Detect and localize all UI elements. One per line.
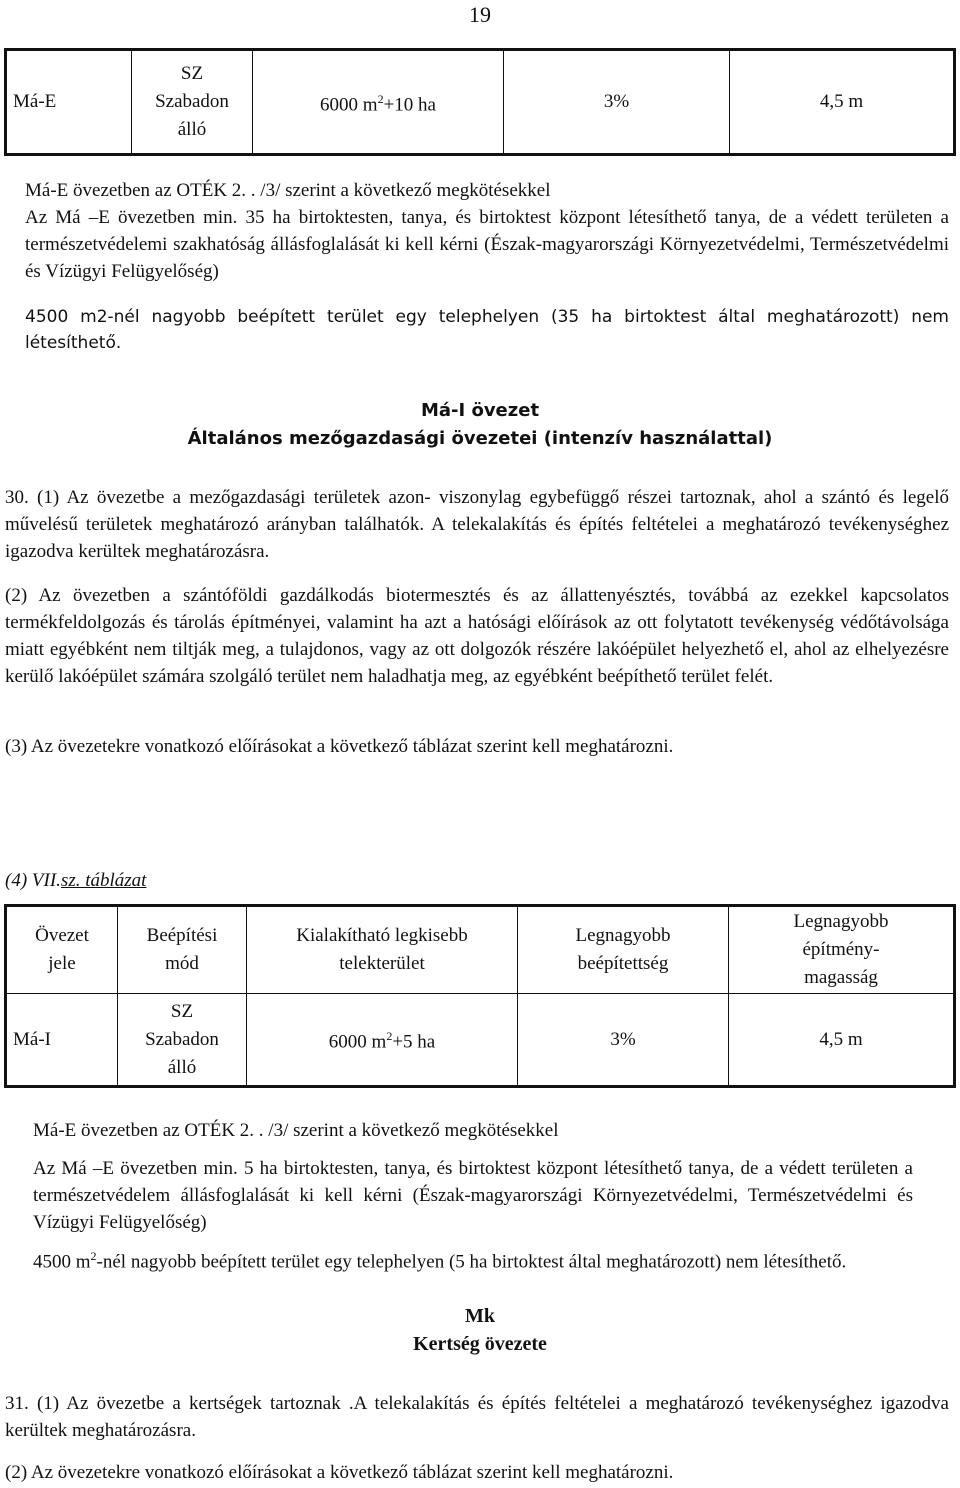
header-area xyxy=(247,906,518,994)
header-mode-line: Beépítési xyxy=(146,925,218,946)
table-caption-number: (4) VII. xyxy=(5,870,61,891)
row-height xyxy=(729,994,955,1087)
row-mode-line: álló xyxy=(167,1056,197,1078)
header-height xyxy=(729,906,955,994)
ma-e2-paragraph-1: Az Má –E övezetben min. 5 ha birtoktesten, tanya, és birtoktest központ létesíthető tanya, de a védett területen a természetvédelem állásfoglalását ki kell kérni (Észak-magyarországi Környezetvédelmi, Természetvédelmi és Vízügyi Felügyelőség) xyxy=(33,1158,913,1233)
ma-i-title: Má-I övezet xyxy=(420,400,540,421)
otek-line-2: Má-E övezetben az OTÉK 2. . /3/ szerint a következő megkötésekkel xyxy=(33,1120,559,1141)
row-zone-value: Má-I xyxy=(13,1028,51,1050)
mk-subtitle: Kertség övezete xyxy=(413,1333,547,1355)
ma-e2-p2-sup: 2 xyxy=(90,1249,97,1263)
row-area-value: 6000 m xyxy=(328,1031,387,1053)
header-area-line: Kialakítható legkisebb xyxy=(296,925,468,946)
otek-line: Má-E övezetben az OTÉK 2. . /3/ szerint a következő megkötésekkel xyxy=(25,180,551,201)
header-area-line: telekterület xyxy=(339,953,425,974)
ma-e2-p2-rest: -nél nagyobb beépített terület egy telephelyen (5 ha birtoktest által meghatározott) nem létesíthető. xyxy=(96,1251,847,1273)
header-zone-line: Övezet xyxy=(35,925,89,946)
ma-e2-p2-start: 4500 m xyxy=(33,1251,91,1273)
zone-table-ma-i xyxy=(4,904,956,1088)
header-zone xyxy=(6,906,118,994)
header-height-line: Legnagyobb xyxy=(793,911,889,932)
ma-i-subtitle: Általános mezőgazdasági övezetei (intenzív használattal) xyxy=(187,428,773,449)
header-height-line: magasság xyxy=(804,967,878,988)
row-coverage xyxy=(518,994,729,1087)
ma-e-block-2 xyxy=(33,1117,913,1275)
ma-e-block-1 xyxy=(25,177,949,285)
ma-e-paragraph-2: 4500 m2-nél nagyobb beépített terület egy telephelyen (35 ha birtoktest által meghatározott) nem létesíthető. xyxy=(25,307,949,353)
row-mode xyxy=(118,994,247,1087)
section-30-paragraph-2: (2) Az övezetben a szántóföldi gazdálkodás biotermesztés és az állattenyésztés, továbbá az ezekkel kapcsolatos termékfeldolgozás és tárolás építményei, valamint ha azt a hatósági előírások az ott folytatott tevékenység védőtávolsága miatt egyébként nem tiltják meg, a tulajdonos, vagy az ott dolgozók részére lakóépület helyezhető el, ahol az elhelyezésre kerülő lakóépület számára szolgáló terület nem haladhatja meg, az egyébként beépíthető terület felét. xyxy=(5,585,949,687)
build-mode-line: álló xyxy=(177,119,207,140)
row-mode-line: Szabadon xyxy=(145,1028,219,1050)
mk-title: Mk xyxy=(465,1305,495,1327)
ma-e-paragraph-1: Az Má –E övezetben min. 35 ha birtoktesten, tanya, és birtoktest központ létesíthető tanya, de a védett területen a természetvédelemi szakhatóság állásfoglalását ki kell kérni (Észak-magyarországi Környezetvédelmi, Természetvédelmi és Vízügyi Felügyelőség) xyxy=(25,207,949,282)
section-30-paragraph-1: 30. (1) Az övezetbe a mezőgazdasági területek azon- viszonylag egybefüggő részei tartoznak, ahol a szántó és legelő művelésű területek meghatározó arányban találhatók. A telekalakítás és építés feltételei a meghatározó tevékenységhez igazodva kerültek meghatározásra. xyxy=(5,487,949,562)
section-30-paragraph-3: (3) Az övezetekre vonatkozó előírásokat a következő táblázat szerint kell meghatározni. xyxy=(5,736,674,757)
header-mode-line: mód xyxy=(165,953,199,974)
zone-table-ma-e xyxy=(4,48,956,156)
header-zone-line: jele xyxy=(48,953,76,974)
header-mode xyxy=(118,906,247,994)
build-mode-line: SZ xyxy=(180,63,204,84)
row-area-rest: +5 ha xyxy=(392,1031,436,1053)
page-number: 19 xyxy=(469,2,491,27)
min-area: 6000 m xyxy=(320,94,378,116)
height: 4,5 m xyxy=(819,91,864,112)
zone-code: Má-E xyxy=(13,91,57,112)
min-area-sup: 2 xyxy=(377,91,384,106)
build-mode-line: Szabadon xyxy=(155,91,229,112)
min-area-rest: +10 ha xyxy=(383,94,436,116)
header-coverage-line: Legnagyobb xyxy=(575,925,671,946)
header-coverage xyxy=(518,906,729,994)
row-coverage-value: 3% xyxy=(610,1028,636,1050)
section-31-paragraph-2: (2) Az övezetekre vonatkozó előírásokat a következő táblázat szerint kell meghatározni. xyxy=(5,1462,674,1483)
height-cell xyxy=(730,50,955,155)
row-mode-line: SZ xyxy=(170,1000,194,1022)
coverage: 3% xyxy=(603,91,630,112)
coverage-cell xyxy=(504,50,730,155)
min-area-cell xyxy=(253,50,504,155)
build-mode-cell xyxy=(132,50,253,155)
table-caption-title: sz. táblázat xyxy=(60,870,147,891)
row-area xyxy=(247,994,518,1087)
zone-code-cell xyxy=(6,50,132,155)
row-zone xyxy=(6,994,118,1087)
row-area-sup: 2 xyxy=(386,1029,393,1044)
header-height-line: építmény- xyxy=(802,939,880,960)
row-height-value: 4,5 m xyxy=(819,1028,863,1050)
section-31-paragraph-1: 31. (1) Az övezetbe a kertségek tartoznak .A telekalakítás és építés feltételei a meghatározó tevékenységhez igazodva kerültek meghatározásra. xyxy=(5,1393,949,1441)
header-coverage-line: beépítettség xyxy=(577,953,669,974)
table-caption xyxy=(5,867,146,894)
ma-e2-paragraph-2 xyxy=(33,1243,913,1275)
